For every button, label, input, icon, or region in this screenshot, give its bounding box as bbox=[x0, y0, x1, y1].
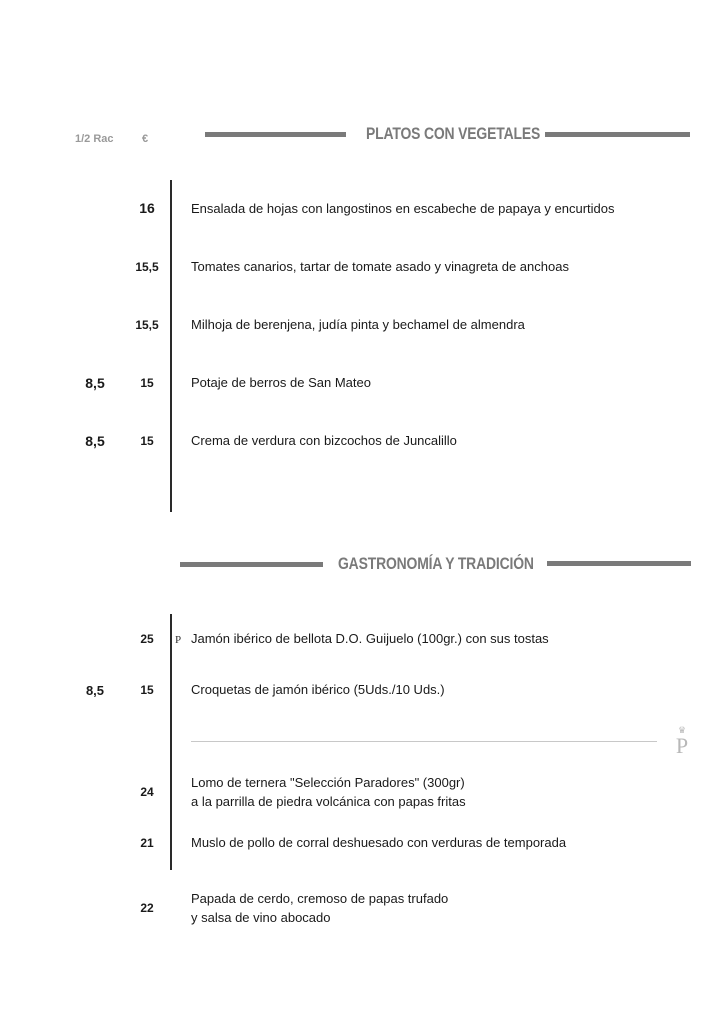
half-portion-header: 1/2 Rac bbox=[75, 133, 114, 145]
price-header: € bbox=[142, 133, 149, 145]
dish-price: 25 bbox=[140, 632, 154, 646]
dish-name: Ensalada de hojas con langostinos en escabeche de papaya y encurtidos bbox=[191, 201, 615, 216]
dish-price: 15 bbox=[140, 683, 154, 697]
half-price: 8,5 bbox=[85, 375, 105, 391]
dish-price: 15,5 bbox=[135, 318, 159, 332]
half-price: 8,5 bbox=[85, 433, 105, 449]
dish-price: 22 bbox=[140, 901, 154, 915]
divider-vertical bbox=[170, 180, 172, 512]
title-bar-left bbox=[180, 562, 323, 567]
dish-price: 21 bbox=[140, 836, 154, 850]
dish-name: Jamón ibérico de bellota D.O. Guijuelo (100gr.) con sus tostas bbox=[191, 631, 549, 646]
section-title-tradicion: GASTRONOMÍA Y TRADICIÓN bbox=[338, 554, 534, 573]
dish-name: Croquetas de jamón ibérico (5Uds./10 Uds.) bbox=[191, 682, 445, 697]
paradores-logo-icon bbox=[668, 726, 696, 757]
dish-name-line2: a la parrilla de piedra volcánica con papas fritas bbox=[191, 794, 466, 809]
dish-name: Milhoja de berenjena, judía pinta y bechamel de almendra bbox=[191, 317, 525, 332]
title-bar-right bbox=[545, 132, 690, 137]
dish-name: Crema de verdura con bizcochos de Juncalillo bbox=[191, 433, 457, 448]
title-bar-left bbox=[205, 132, 346, 137]
dish-price: 15 bbox=[140, 434, 154, 448]
dish-name-line1: Lomo de ternera "Selección Paradores" (300gr) bbox=[191, 775, 465, 790]
dish-price: 16 bbox=[139, 200, 155, 216]
divider-horizontal bbox=[191, 741, 657, 742]
logo-letter: P bbox=[675, 733, 689, 758]
dish-price: 24 bbox=[140, 785, 154, 799]
paradores-mark-icon: P bbox=[175, 634, 182, 646]
dish-name: Tomates canarios, tartar de tomate asado y vinagreta de anchoas bbox=[191, 259, 569, 274]
dish-name: Potaje de berros de San Mateo bbox=[191, 375, 371, 390]
title-bar-right bbox=[547, 561, 691, 566]
section-title-vegetales: PLATOS CON VEGETALES bbox=[366, 124, 541, 143]
dish-name-line1: Papada de cerdo, cremoso de papas trufado bbox=[191, 891, 449, 906]
divider-vertical bbox=[170, 614, 172, 870]
crown-icon: ♛ bbox=[677, 725, 687, 735]
dish-name: Muslo de pollo de corral deshuesado con verduras de temporada bbox=[191, 835, 567, 850]
half-price: 8,5 bbox=[85, 683, 105, 698]
dish-price: 15,5 bbox=[135, 260, 159, 274]
dish-name-line2: y salsa de vino abocado bbox=[191, 910, 331, 925]
dish-price: 15 bbox=[140, 376, 154, 390]
